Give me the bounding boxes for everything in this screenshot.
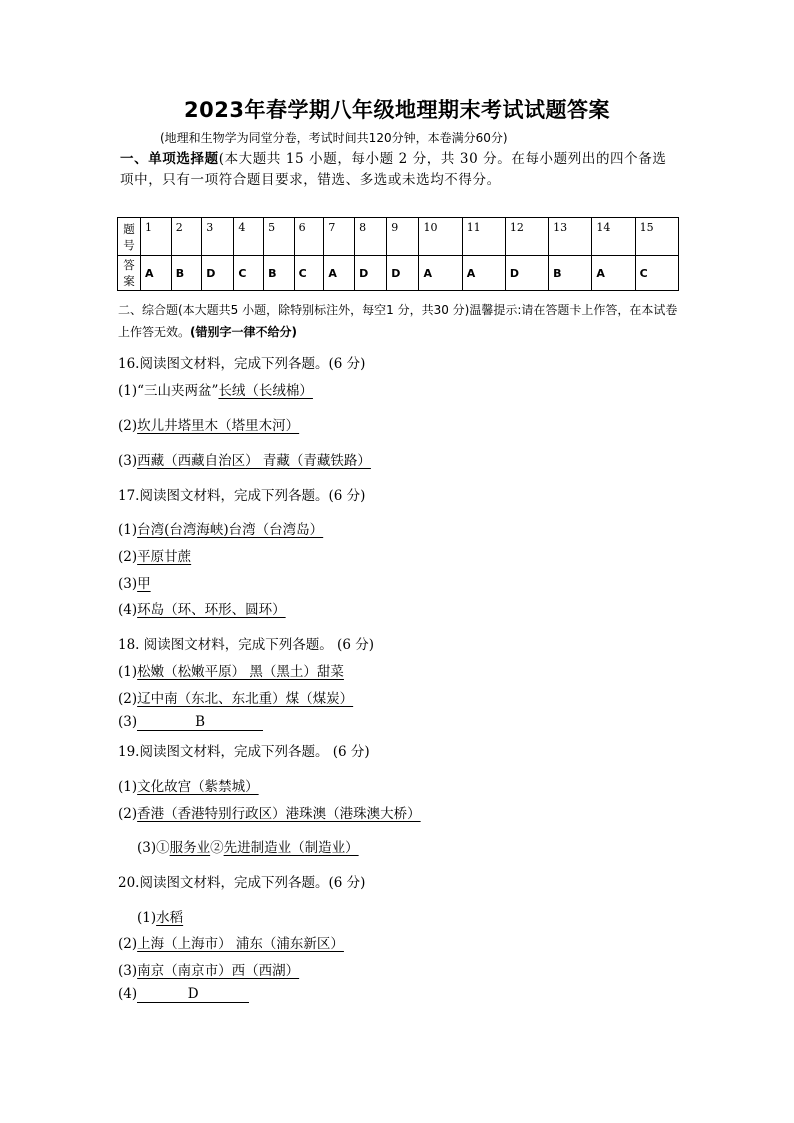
number-cell: 7 bbox=[324, 218, 355, 256]
number-cell: 8 bbox=[355, 218, 387, 256]
q20-1-prefix: (1) bbox=[137, 910, 157, 926]
answer-cell: C bbox=[635, 256, 678, 291]
number-cell: 1 bbox=[141, 218, 172, 256]
answer-cell: A bbox=[592, 256, 635, 291]
q19-answer-1 bbox=[118, 775, 259, 795]
q20-header: 20.阅读图文材料，完成下列各题。(6 分) bbox=[118, 875, 366, 891]
page-subtitle: (地理和生物学为同堂分卷，考试时间共120分钟，本卷满分60分) bbox=[160, 131, 508, 145]
q17-2-prefix: (2) bbox=[118, 549, 138, 565]
answer-cell: D bbox=[355, 256, 387, 291]
number-cell: 13 bbox=[549, 218, 592, 256]
section2-intro bbox=[118, 299, 684, 343]
row-label-answer: 答案 bbox=[118, 256, 141, 291]
q19-answer-2 bbox=[118, 802, 421, 822]
q17-header: 17.阅读图文材料，完成下列各题。(6 分) bbox=[118, 488, 366, 504]
q18-1-prefix: (1) bbox=[118, 664, 138, 680]
q16-3-answer: 西藏（西藏自治区） 青藏（青藏铁路） bbox=[137, 453, 371, 469]
q16-2-answer: 坎儿井塔里木（塔里木河） bbox=[137, 418, 300, 434]
q20-3-answer: 南京（南京市）西（西湖） bbox=[137, 963, 300, 979]
q16-1-prefix: (1)“三山夹两盆” bbox=[118, 383, 219, 399]
q17-answer-1 bbox=[118, 518, 323, 538]
q18-2-answer: 辽中南（东北、东北重）煤（煤炭） bbox=[137, 691, 354, 707]
q18-3-prefix: (3) bbox=[118, 714, 138, 730]
table-row-numbers bbox=[118, 218, 679, 256]
number-cell: 11 bbox=[462, 218, 505, 256]
q17-3-answer: 甲 bbox=[137, 576, 151, 592]
q18-2-prefix: (2) bbox=[118, 691, 138, 707]
answer-cell: D bbox=[202, 256, 234, 291]
q19-1-answer: 文化故宫（紫禁城） bbox=[137, 779, 259, 795]
answer-cell: D bbox=[387, 256, 419, 291]
q17-3-prefix: (3) bbox=[118, 576, 138, 592]
answer-cell: B bbox=[549, 256, 592, 291]
answer-cell: C bbox=[234, 256, 264, 291]
answer-cell: A bbox=[141, 256, 172, 291]
q20-4-prefix: (4) bbox=[118, 986, 138, 1002]
answer-cell: C bbox=[294, 256, 324, 291]
section1-heading: 一、单项选择题 bbox=[120, 151, 219, 167]
q20-answer-3 bbox=[118, 959, 299, 979]
q16-answer-3 bbox=[118, 449, 371, 469]
q18-header: 18. 阅读图文材料，完成下列各题。 (6 分) bbox=[118, 637, 374, 653]
q19-3-prefix: (3)① bbox=[137, 840, 170, 856]
table-row-answers bbox=[118, 256, 679, 291]
q19-1-prefix: (1) bbox=[118, 779, 138, 795]
q16-header: 16.阅读图文材料，完成下列各题。(6 分) bbox=[118, 356, 366, 372]
answer-cell: B bbox=[264, 256, 294, 291]
q17-answer-3 bbox=[118, 572, 151, 592]
number-cell: 14 bbox=[592, 218, 635, 256]
q19-2-answer: 香港（香港特别行政区）港珠澳（港珠澳大桥） bbox=[137, 806, 421, 822]
q17-answer-2 bbox=[118, 545, 191, 565]
q16-answer-1 bbox=[118, 379, 313, 399]
number-cell: 6 bbox=[294, 218, 324, 256]
q20-4-answer: D bbox=[137, 987, 249, 1003]
section1-text: (本大题共 15 小题，每小题 2 分，共 30 分。在每小题列出的四个备选项中，只有一项符合题目要求，错选、多选或未选均不得分。 bbox=[120, 151, 667, 188]
answer-table bbox=[117, 217, 679, 291]
q19-header: 19.阅读图文材料，完成下列各题。 (6 分) bbox=[118, 744, 370, 760]
q19-3-mid: ② bbox=[210, 840, 224, 856]
q20-2-prefix: (2) bbox=[118, 936, 138, 952]
q17-answer-4 bbox=[118, 598, 286, 618]
number-cell: 15 bbox=[635, 218, 678, 256]
q18-1-answer: 松嫩（松嫩平原） 黑（黑土）甜菜 bbox=[137, 664, 344, 680]
q18-3-answer: B bbox=[137, 715, 263, 731]
number-cell: 3 bbox=[202, 218, 234, 256]
q16-answer-2 bbox=[118, 414, 299, 434]
number-cell: 9 bbox=[387, 218, 419, 256]
section2-text: 二、综合题(本大题共5 小题，除特别标注外，每空1 分，共30 分)温馨提示:请在答题卡上作答，在本试卷上作答无效。 bbox=[118, 303, 678, 339]
answer-cell: A bbox=[462, 256, 505, 291]
q16-2-prefix: (2) bbox=[118, 418, 138, 434]
q20-answer-2 bbox=[118, 932, 344, 952]
q19-3-answer-b: 先进制造业（制造业） bbox=[223, 840, 359, 856]
q20-1-answer: 水稻 bbox=[156, 910, 184, 926]
q20-answer-4 bbox=[118, 986, 249, 1003]
answer-cell: B bbox=[171, 256, 201, 291]
q17-1-prefix: (1) bbox=[118, 522, 138, 538]
q19-3-answer-a: 服务业 bbox=[169, 840, 211, 856]
q20-2-answer: 上海（上海市） 浦东（浦东新区） bbox=[137, 936, 344, 952]
number-cell: 5 bbox=[264, 218, 294, 256]
number-cell: 2 bbox=[171, 218, 201, 256]
q18-answer-1 bbox=[118, 660, 344, 680]
q17-4-answer: 环岛（环、环形、圆环） bbox=[137, 602, 286, 618]
answer-cell: A bbox=[324, 256, 355, 291]
q18-answer-2 bbox=[118, 687, 353, 707]
section2-note: (错别字一律不给分) bbox=[190, 325, 297, 339]
page-title: 2023年春学期八年级地理期末考试试题答案 bbox=[184, 98, 610, 122]
section1-intro bbox=[120, 149, 680, 191]
number-cell: 10 bbox=[419, 218, 462, 256]
number-cell: 4 bbox=[234, 218, 264, 256]
q18-answer-3 bbox=[118, 714, 263, 731]
q17-1-answer: 台湾(台湾海峡)台湾（台湾岛） bbox=[137, 522, 324, 538]
q16-1-answer: 长绒（长绒棉） bbox=[218, 383, 313, 399]
q20-answer-1 bbox=[137, 906, 183, 926]
q17-4-prefix: (4) bbox=[118, 602, 138, 618]
number-cell: 12 bbox=[505, 218, 548, 256]
q16-3-prefix: (3) bbox=[118, 453, 138, 469]
q19-answer-3 bbox=[137, 836, 359, 856]
q19-2-prefix: (2) bbox=[118, 806, 138, 822]
answer-cell: D bbox=[505, 256, 548, 291]
answer-cell: A bbox=[419, 256, 462, 291]
row-label-number: 题号 bbox=[118, 218, 141, 256]
q20-3-prefix: (3) bbox=[118, 963, 138, 979]
q17-2-answer: 平原甘蔗 bbox=[137, 549, 192, 565]
